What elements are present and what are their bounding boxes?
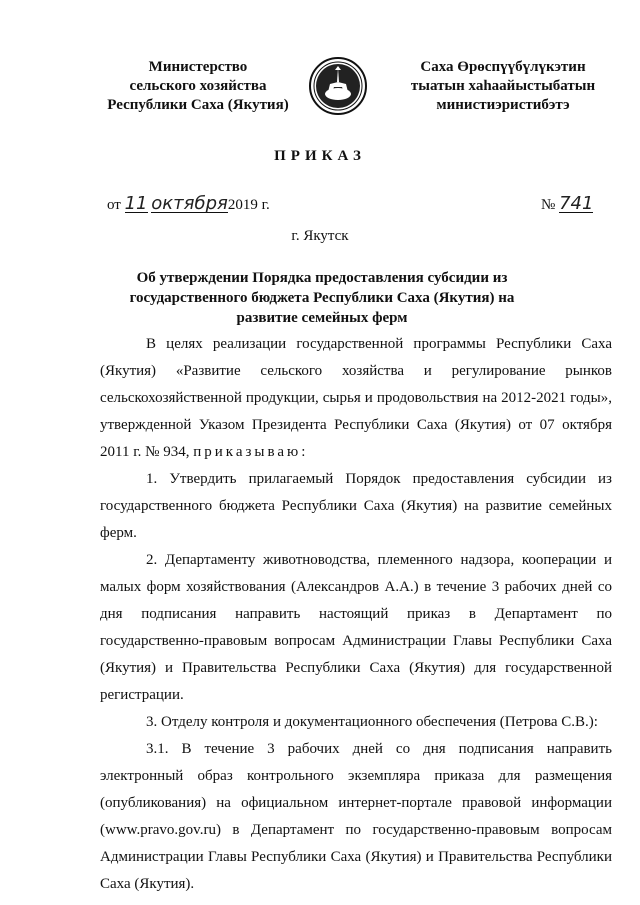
item-3: 3. Отделу контроля и документационного обеспечения (Петрова С.В.):: [146, 714, 598, 730]
ministry-name-yakut: [398, 58, 608, 115]
date-prefix: от: [107, 197, 121, 213]
letterhead: [0, 58, 640, 138]
ministry-name-line: Саха Өрөспүүбүлүкэтин: [420, 59, 586, 75]
order-subject: Об утверждении Порядка предоставления субсидии из государственного бюджета Республики Саха (Якутия) на развитие семейных ферм: [129, 270, 515, 326]
item-2: 2. Департаменту животноводства, племенного надзора, кооперации и малых форм хозяйствования (Александров А.А.) в течение 3 рабочих дней со дня подписания направить настоящий приказ в Департамент по государственно-правовым вопросам Администрации Главы Республики Саха (Якутия) и Правительства Республики Саха (Якутия) для государственной регистрации.: [100, 552, 612, 703]
intro-text: В целях реализации государственной программы Республики Саха (Якутия) «Развитие сельского хозяйства и регулирование рынков сельскохозяйственной продукции, сырья и продовольствия на 2012-2021 годы», утвержденной Указом Президента Республики Саха (Якутия) от 07 октября 2011 г. № 934,: [100, 336, 612, 460]
number-prefix: №: [541, 197, 556, 213]
ministry-name-line: сельского хозяйства: [129, 78, 267, 94]
ministry-name-russian: [98, 58, 298, 115]
emblem-icon: [308, 56, 368, 116]
date-month: октября: [151, 193, 228, 214]
order-word: приказываю:: [193, 444, 309, 460]
ministry-name-line: тыатын хаһаайыстыбатын: [410, 78, 596, 94]
intro-paragraph: [100, 331, 612, 466]
order-body: [100, 331, 612, 898]
order-number: [541, 193, 594, 214]
city: г. Якутск: [291, 228, 349, 244]
ministry-name-line: министиэристибэтэ: [436, 97, 570, 113]
item-1: 1. Утвердить прилагаемый Порядок предоставления субсидии из государственного бюджета Республики Саха (Якутия) на развитие семейных ферм.: [100, 471, 612, 541]
document-title: ПРИКАЗ: [274, 148, 366, 164]
ministry-name-line: Республики Саха (Якутия): [107, 97, 289, 113]
order-date: [107, 193, 270, 214]
date-year: 2019 г.: [227, 197, 270, 213]
number-value: 741: [559, 193, 594, 214]
date-day: 11: [124, 193, 148, 214]
ministry-name-line: Министерство: [148, 59, 248, 75]
item-3-1: 3.1. В течение 3 рабочих дней со дня подписания направить электронный образ контрольного экземпляра приказа для размещения (опубликования) на официальном интернет-портале правовой информации (www.pravo.gov.ru) в Департамент по государственно-правовым вопросам Администрации Главы Республики Саха (Якутия) и Правительства Республики Саха (Якутия).: [100, 741, 612, 892]
